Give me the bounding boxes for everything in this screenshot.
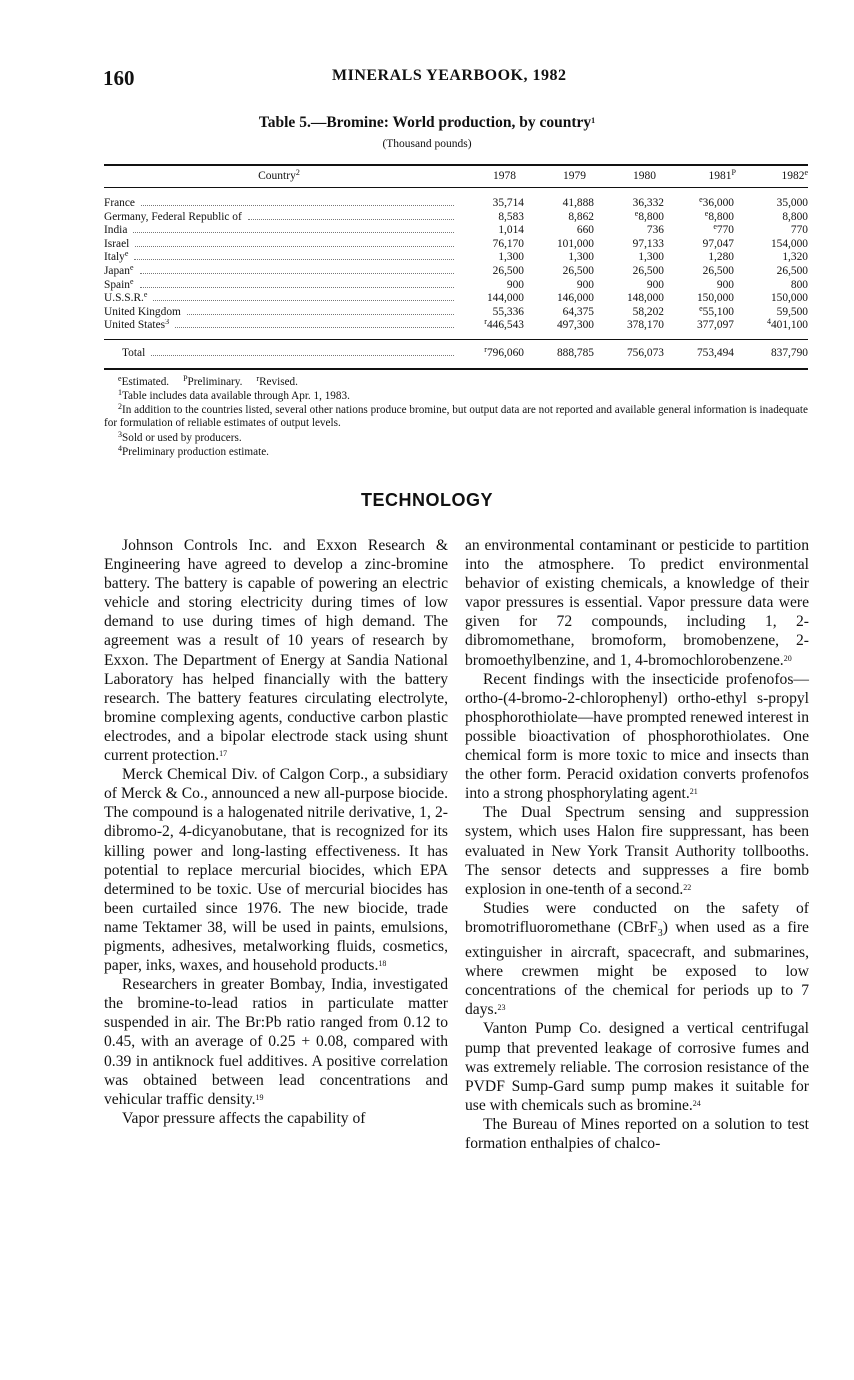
- paragraph: The Bureau of Mines reported on a solution to test formation enthalpies of chalco-: [465, 1115, 809, 1153]
- table-bottom-rule: [104, 368, 808, 370]
- cell-1979: 900: [576, 278, 594, 291]
- cell-1982: 26,500: [776, 264, 808, 277]
- table-row: [104, 251, 808, 265]
- country-name: Spain$^e$: [104, 278, 134, 291]
- cell-1982: 35,000: [776, 197, 808, 209]
- total-1981: 753,494: [696, 347, 734, 359]
- column-header-1982: 1982e: [781, 168, 808, 182]
- table-row: [104, 211, 808, 225]
- cell-1980: 900: [646, 278, 664, 291]
- cell-1978: 35,714: [492, 197, 524, 209]
- total-row: [104, 347, 808, 361]
- cell-1979: 660: [576, 224, 594, 237]
- footnote-2: $^2$In addition to the countries listed, several other nations produce bromine, but output data are not reported and available general information is inadequate for formulation of reliable estimates of output levels.: [104, 402, 808, 430]
- cell-1980: 36,332: [632, 197, 664, 209]
- reference-mark: 23: [497, 1003, 506, 1013]
- table-top-rule: [104, 164, 808, 166]
- cell-1981: 377,097: [696, 319, 734, 332]
- table-title: [0, 114, 854, 132]
- cell-1982: 800: [790, 278, 808, 291]
- table-row: [104, 224, 808, 238]
- reference-mark: 20: [783, 653, 792, 663]
- cell-1982: $^4$401,100: [766, 317, 808, 332]
- reference-mark: 24: [692, 1098, 701, 1108]
- production-table: [104, 197, 808, 333]
- table-row: [104, 238, 808, 252]
- cell-1979: 8,862: [568, 210, 594, 223]
- footnote-legend: $^e$Estimated. $^P$Preliminary. $^r$Revised.: [118, 374, 298, 388]
- cell-1978: 1,014: [498, 224, 524, 237]
- cell-1981: $^e$8,800: [704, 208, 734, 223]
- cell-1981: 26,500: [702, 264, 734, 277]
- table-row: [104, 265, 808, 279]
- paragraph: Recent findings with the insecticide profenofos—ortho-(4-bromo-2-chlorophenyl) ortho-ethyl s-propyl phosphorothiolate—have prompted renewed interest in possible bioactivation of phosphorothiolates. One chemical form is more toxic to mice and insects than the other form. Peracid oxidation converts profenofos into a strong phosphorylating agent.$^{21}$: [465, 670, 809, 803]
- table-row: [104, 306, 808, 320]
- country-name: Germany, Federal Republic of: [104, 210, 242, 223]
- cell-1979: 101,000: [556, 237, 594, 250]
- cell-1980: $^e$8,800: [634, 208, 664, 223]
- total-rule: [104, 339, 808, 340]
- cell-1979: 1,300: [568, 251, 594, 264]
- cell-1978: 76,170: [492, 237, 524, 250]
- cell-1981: $^e$770: [713, 222, 734, 237]
- paragraph: Johnson Controls Inc. and Exxon Research & Engineering have agreed to develop a zinc-bromine battery. The battery is capable of powering an electric vehicle and storing electricity during times of low demand to use during times of high demand. The agreement was a result of 10 years of research by Exxon. The Department of Energy at Sandia National Laboratory has helped financially with the battery research. The battery features circulating electrolyte, bromine complexing agents, conductive carbon plastic electrodes, and a bipolar electrode stack using shunt current protection.$^{17}$: [104, 537, 448, 765]
- cell-1979: 41,888: [562, 197, 594, 209]
- cell-1981: $^e$36,000: [699, 195, 734, 209]
- cell-1981: $^e$55,100: [699, 303, 734, 318]
- paragraph: Merck Chemical Div. of Calgon Corp., a subsidiary of Merck & Co., announced a new all-purpose biocide. The compound is a halogenated nitrile derivative, 1, 2-dibromo-2, 4-dicyanobutane, that is recognized for its killing power and long-lasting effectiveness. It has potential to replace mercurial biocides, which EPA determined to be toxic. Use of mercurial biocides has been curtailed since 1976. The new biocide, trade name Tektamer 38, will be used in paints, emulsions, pigments, adhesives, metalworking fluids, cosmetics, paper, inks, waxes, and household products.$^{18}$: [104, 766, 448, 975]
- reference-mark: 17: [219, 749, 228, 759]
- footnote-4: $^4$Preliminary production estimate.: [118, 444, 269, 458]
- paragraph: Vapor pressure affects the capability of: [122, 1109, 366, 1127]
- cell-1979: 146,000: [556, 292, 594, 305]
- cell-1980: 26,500: [632, 264, 664, 277]
- cell-1982: 1,320: [782, 251, 808, 264]
- cell-1981: 150,000: [696, 292, 734, 305]
- table-row: [104, 279, 808, 293]
- table-subtitle: (Thousand pounds): [382, 138, 472, 150]
- column-header-1980: 1980: [633, 170, 656, 182]
- cell-1981: 1,280: [708, 251, 734, 264]
- paragraph: The Dual Spectrum sensing and suppression system, which uses Halon fire suppressant, has been evaluated in New York Transit Authority tollbooths. The sensor detects and suppresses a fire bomb explosion in one-tenth of a second.$^{22}$: [465, 804, 809, 898]
- reference-mark: 18: [378, 959, 387, 969]
- running-title: MINERALS YEARBOOK, 1982: [332, 67, 567, 84]
- cell-1980: 97,133: [632, 237, 664, 250]
- total-label: Total: [122, 347, 146, 359]
- column-header-1981: $1981^P$: [708, 168, 736, 182]
- left-column: [104, 536, 448, 1128]
- total-1980: 756,073: [626, 347, 664, 359]
- cell-1980: 148,000: [626, 292, 664, 305]
- table-row: [104, 197, 808, 211]
- country-name: Israel: [104, 237, 130, 250]
- cell-1980: 1,300: [638, 251, 664, 264]
- cell-1978: 55,336: [492, 305, 524, 318]
- column-header-1978: 1978: [493, 170, 516, 182]
- footnote-3: $^3$Sold or used by producers.: [118, 430, 242, 444]
- column-header-country: Country$^2$: [258, 168, 300, 182]
- table-row: [104, 319, 808, 333]
- table-body: [104, 197, 808, 333]
- total-table: [104, 347, 808, 361]
- paragraph: an environmental contaminant or pesticide to partition into the atmosphere. To predict environmental behavior of existing chemicals, a knowledge of their vapor pressures is essential. Vapor pressure data were given for 72 compounds, including 1, 2-dibromomethane, bromoform, bromobenzene, 2-bromoethylbenzine, and 1, 4-bromochlorobenzene.$^{20}$: [465, 537, 809, 669]
- country-name: France: [104, 197, 135, 209]
- footnote-1: $^1$Table includes data available through Apr. 1, 1983.: [118, 388, 350, 402]
- cell-1982: 154,000: [770, 237, 808, 250]
- section-heading: TECHNOLOGY: [360, 490, 493, 510]
- reference-mark: 22: [683, 882, 692, 892]
- cell-1980: 736: [646, 224, 664, 237]
- total-1978: $^r$796,060: [484, 345, 524, 359]
- cell-1982: 8,800: [782, 210, 808, 223]
- page-number: 160: [103, 66, 135, 90]
- country-name: Japan$^e$: [104, 264, 134, 277]
- cell-1978: 26,500: [492, 264, 524, 277]
- paragraph: Studies were conducted on the safety of bromotrifluoromethane (CBrF$_3$) when used as a fire extinguisher in aircraft, spacecraft, and submarines, where crewmen might be exposed to low concentrations of the chemical for periods up to 7 days.$^{23}$: [465, 899, 809, 1019]
- cell-1979: 497,300: [556, 319, 594, 332]
- cell-1980: 58,202: [632, 305, 664, 318]
- cell-1982: 770: [790, 224, 808, 237]
- cell-1982: 59,500: [776, 305, 808, 318]
- country-name: India: [104, 224, 128, 237]
- footnote-mark: 1: [591, 116, 596, 125]
- cell-1981: 900: [716, 278, 734, 291]
- cell-1979: 26,500: [562, 264, 594, 277]
- cell-1979: 64,375: [562, 305, 594, 318]
- cell-1978: 1,300: [498, 251, 524, 264]
- paragraph: Researchers in greater Bombay, India, investigated the bromine-to-lead ratios in particulate matter suspended in air. The Br:Pb ratio ranged from 0.12 to 0.45, with an average of 0.25 + 0.08, compared with 0.39 in antiknock fuel additives. A positive correlation was obtained between lead concentrations and vehicular traffic density.$^{19}$: [104, 976, 448, 1108]
- cell-1981: 97,047: [702, 237, 734, 250]
- cell-1980: 378,170: [626, 319, 664, 332]
- column-header-1979: 1979: [563, 170, 586, 182]
- reference-mark: 21: [689, 787, 698, 797]
- table-title-text: Table 5.—Bromine: World production, by country: [258, 114, 592, 131]
- total-1982: 837,790: [770, 347, 808, 359]
- header-rule: [104, 187, 808, 188]
- country-name: U.S.S.R.$^e$: [104, 292, 148, 305]
- cell-1978: 8,583: [498, 210, 524, 223]
- cell-1978: 144,000: [486, 292, 524, 305]
- paragraph: Vanton Pump Co. designed a vertical centrifugal pump that prevented leakage of corrosive fumes and was extremely reliable. The corrosion resistance of the PVDF Sump-Gard sump pump makes it suitable for use with chemicals such as bromine.$^{24}$: [465, 1020, 809, 1114]
- country-name: United Kingdom: [104, 305, 181, 318]
- country-name: Italy$^e$: [104, 251, 129, 264]
- cell-1978: 900: [506, 278, 524, 291]
- reference-mark: 19: [255, 1092, 264, 1102]
- cell-1978: $^r$446,543: [484, 317, 524, 332]
- cell-1982: 150,000: [770, 292, 808, 305]
- total-1979: 888,785: [556, 347, 594, 359]
- right-column: [465, 536, 809, 1153]
- country-name: United States$^3$: [104, 319, 170, 332]
